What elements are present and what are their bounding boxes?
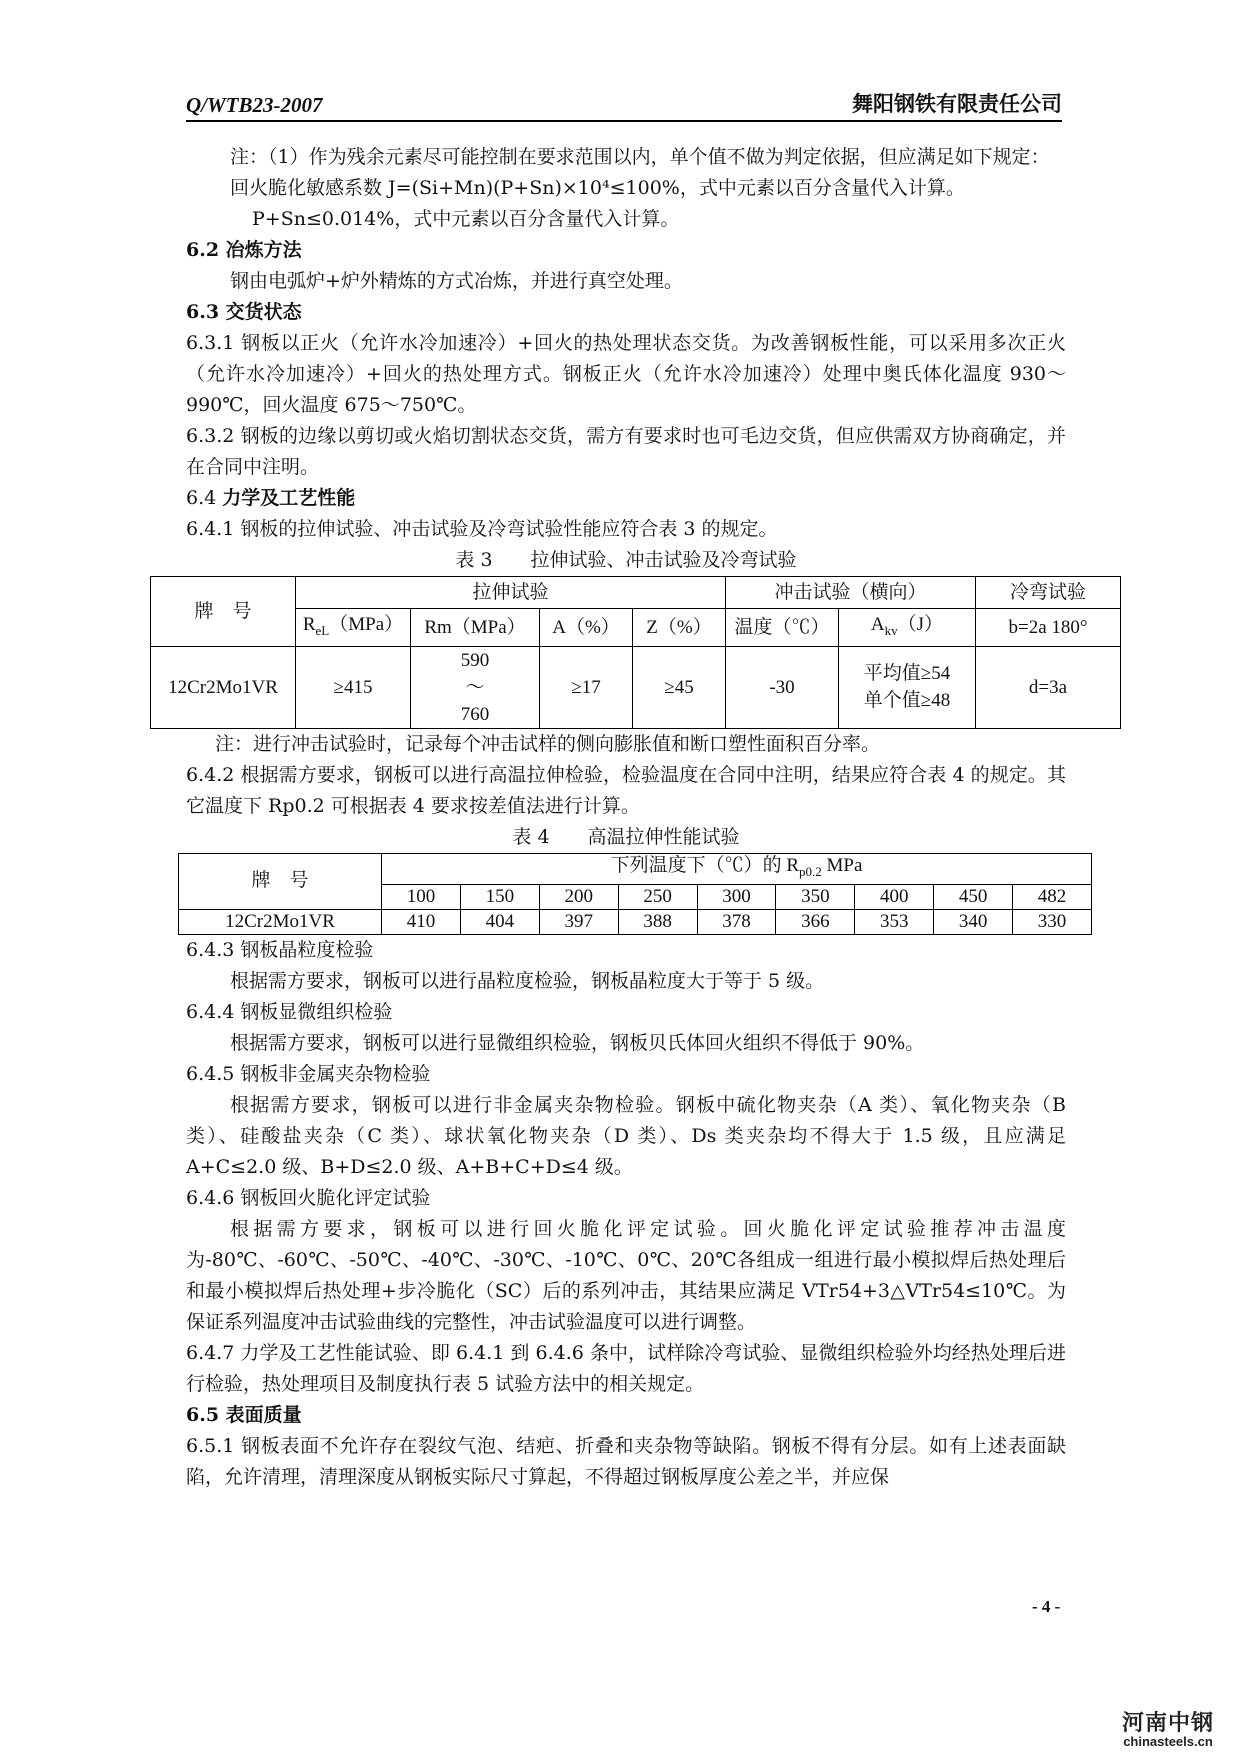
t3-temp-col: 温度（℃） bbox=[726, 609, 839, 647]
section-6-3-2: 6.3.2 钢板的边缘以剪切或火焰切割状态交货，需方有要求时也可毛边交货，但应供需双方协商确定，并在合同中注明。 bbox=[186, 425, 1066, 478]
section-6-2-title: 6.2 冶炼方法 bbox=[186, 239, 302, 261]
table3-caption: 表 3 拉伸试验、冲击试验及冷弯试验 bbox=[455, 549, 797, 571]
section-6-4-5-title: 6.4.5 钢板非金属夹杂物检验 bbox=[186, 1062, 431, 1085]
t3-temp: -30 bbox=[726, 646, 839, 728]
t3-rel-col: $R_{eL}(MPa)$ bbox=[296, 609, 411, 647]
t4-value-cell: 353 bbox=[855, 909, 934, 934]
section-6-4-heading: 力学及工艺性能 bbox=[222, 487, 356, 509]
company-name: 舞阳钢铁有限责任公司 bbox=[852, 91, 1062, 116]
document-body bbox=[168, 142, 1088, 1493]
section-6-2-text: 钢由电弧炉+炉外精炼的方式冶炼，并进行真空处理。 bbox=[230, 270, 683, 292]
t3-impact-header: 冲击试验（横向） bbox=[726, 577, 976, 609]
note-residual: 注：（1）作为残余元素尽可能控制在要求范围以内，单个值不做为判定依据，但应满足如下规定： bbox=[230, 146, 1050, 168]
watermark-logo bbox=[1103, 1712, 1233, 1749]
section-6-4-4-text: 根据需方要求，钢板可以进行显微组织检验，钢板贝氏体回火组织不得低于 90%。 bbox=[230, 1031, 925, 1054]
t3-rm: 590 ～ 760 bbox=[411, 646, 540, 728]
t3-a-col: A（%） bbox=[540, 609, 633, 647]
t3-akv-col: $A_{kv}(J)$ bbox=[839, 609, 976, 647]
t4-grade: 12Cr2Mo1VR bbox=[179, 909, 382, 934]
t4-temp-cell: 150 bbox=[460, 884, 539, 909]
t4-grade-header: 牌 号 bbox=[179, 853, 382, 909]
table4 bbox=[178, 853, 1092, 935]
watermark-url: chinasteels.cn bbox=[1123, 1734, 1213, 1749]
t3-tensile-header: 拉伸试验 bbox=[296, 577, 726, 609]
t4-value-cell: 366 bbox=[776, 909, 855, 934]
t3-z: ≥45 bbox=[633, 646, 726, 728]
section-6-4-6-text: 根据需方要求，钢板可以进行回火脆化评定试验。回火脆化评定试验推荐冲击温度为-80℃、-60℃、-50℃、-40℃、-30℃、-10℃、0℃、20℃各组成一组进行最小模拟焊后热处理后和最小模拟焊后热处理+步冷脆化（SC）后的系列冲击，其结果应满足 VTr54+3△VTr54≤10℃。为保证系列温度冲击试验曲线的完整性，冲击试验温度可以进行调整。 bbox=[186, 1217, 1066, 1333]
standard-code: Q/WTB23-2007 bbox=[186, 93, 323, 117]
t4-temp-cell: 200 bbox=[539, 884, 618, 909]
section-6-5-1: 6.5.1 钢板表面不允许存在裂纹气泡、结疤、折叠和夹杂物等缺陷。钢板不得有分层。如有上述表面缺陷，允许清理，清理深度从钢板实际尺寸算起，不得超过钢板厚度公差之半，并应保 bbox=[186, 1434, 1066, 1488]
t4-value-cell: 404 bbox=[460, 909, 539, 934]
page-header bbox=[186, 88, 1062, 122]
section-6-4-7: 6.4.7 力学及工艺性能试验、即 6.4.1 到 6.4.6 条中，试样除冷弯试验、显微组织检验外均经热处理后进行检验，热处理项目及制度执行表 5 试验方法中的相关规定。 bbox=[186, 1341, 1066, 1395]
t3-akv: 平均值≥54 单个值≥48 bbox=[839, 646, 976, 728]
t4-temp-cell: 300 bbox=[697, 884, 776, 909]
t4-temp-cell: 350 bbox=[776, 884, 855, 909]
formula-psn: P+Sn≤0.014%，式中元素以百分含量代入计算。 bbox=[252, 208, 680, 230]
section-6-4-2: 6.4.2 根据需方要求，钢板可以进行高温拉伸检验，检验温度在合同中注明，结果应符合表 4 的规定。其它温度下 Rp0.2 可根据表 4 要求按差值法进行计算。 bbox=[186, 763, 1066, 817]
table3 bbox=[150, 576, 1121, 729]
t3-rm-col: Rm（MPa） bbox=[411, 609, 540, 647]
t4-temp-cell: 400 bbox=[855, 884, 934, 909]
t3-bend-col: b=2a 180° bbox=[976, 609, 1121, 647]
section-6-4-3-text: 根据需方要求，钢板可以进行晶粒度检验，钢板晶粒度大于等于 5 级。 bbox=[230, 969, 825, 992]
section-6-4-number: 6.4 bbox=[186, 487, 223, 509]
t3-a: ≥17 bbox=[540, 646, 633, 728]
t3-bend: d=3a bbox=[976, 646, 1121, 728]
table3-note: 注：进行冲击试验时，记录每个冲击试样的侧向膨胀值和断口塑性面积百分率。 bbox=[215, 732, 881, 755]
t4-temp-cell: 100 bbox=[382, 884, 461, 909]
t3-grade-header: 牌 号 bbox=[151, 577, 296, 647]
section-6-3-title: 6.3 交货状态 bbox=[186, 301, 302, 323]
section-6-4-6-title: 6.4.6 钢板回火脆化评定试验 bbox=[186, 1186, 431, 1209]
t4-temp-header: 下列温度下（℃）的 $R_{p0.2}$ MPa bbox=[382, 853, 1092, 884]
section-6-4-3-title: 6.4.3 钢板晶粒度检验 bbox=[186, 938, 374, 961]
t4-values-row bbox=[179, 909, 1092, 934]
t4-value-cell: 397 bbox=[539, 909, 618, 934]
t3-grade: 12Cr2Mo1VR bbox=[151, 646, 296, 728]
t3-bend-header: 冷弯试验 bbox=[976, 577, 1121, 609]
t3-rel: ≥415 bbox=[296, 646, 411, 728]
t3-z-col: Z（%） bbox=[633, 609, 726, 647]
t4-value-cell: 410 bbox=[382, 909, 461, 934]
section-6-3-1: 6.3.1 钢板以正火（允许水冷加速冷）+回火的热处理状态交货。为改善钢板性能，可以采用多次正火（允许水冷加速冷）+回火的热处理方式。钢板正火（允许水冷加速冷）处理中奥氏体化温度 930～990℃，回火温度 675～750℃。 bbox=[186, 332, 1066, 416]
table4-caption: 表 4 高温拉伸性能试验 bbox=[512, 825, 740, 848]
section-6-5-title: 6.5 表面质量 bbox=[186, 1403, 302, 1426]
t4-value-cell: 388 bbox=[618, 909, 697, 934]
t4-temp-cell: 250 bbox=[618, 884, 697, 909]
t4-value-cell: 340 bbox=[934, 909, 1013, 934]
section-6-4-1: 6.4.1 钢板的拉伸试验、冲击试验及冷弯试验性能应符合表 3 的规定。 bbox=[186, 518, 778, 540]
section-6-4-title bbox=[186, 483, 1066, 514]
t4-value-cell: 330 bbox=[1013, 909, 1092, 934]
t4-temp-cell: 450 bbox=[934, 884, 1013, 909]
page-number: - 4 - bbox=[1032, 1597, 1061, 1616]
formula-j: 回火脆化敏感系数 J=(Si+Mn)(P+Sn)×10⁴≤100%，式中元素以百分含量代入计算。 bbox=[230, 177, 965, 199]
section-6-4-5-text: 根据需方要求，钢板可以进行非金属夹杂物检验。钢板中硫化物夹杂（A 类）、氧化物夹杂（B 类）、硅酸盐夹杂（C 类）、球状氧化物夹杂（D 类）、Ds 类夹杂均不得大于 1.5 级，且应满足 A+C≤2.0 级、B+D≤2.0 级、A+B+C+D≤4 级。 bbox=[186, 1093, 1066, 1178]
t4-value-cell: 378 bbox=[697, 909, 776, 934]
section-6-4-4-title: 6.4.4 钢板显微组织检验 bbox=[186, 1000, 393, 1023]
watermark-cn: 河南中钢 bbox=[1121, 1710, 1214, 1736]
t4-temp-cell: 482 bbox=[1013, 884, 1092, 909]
